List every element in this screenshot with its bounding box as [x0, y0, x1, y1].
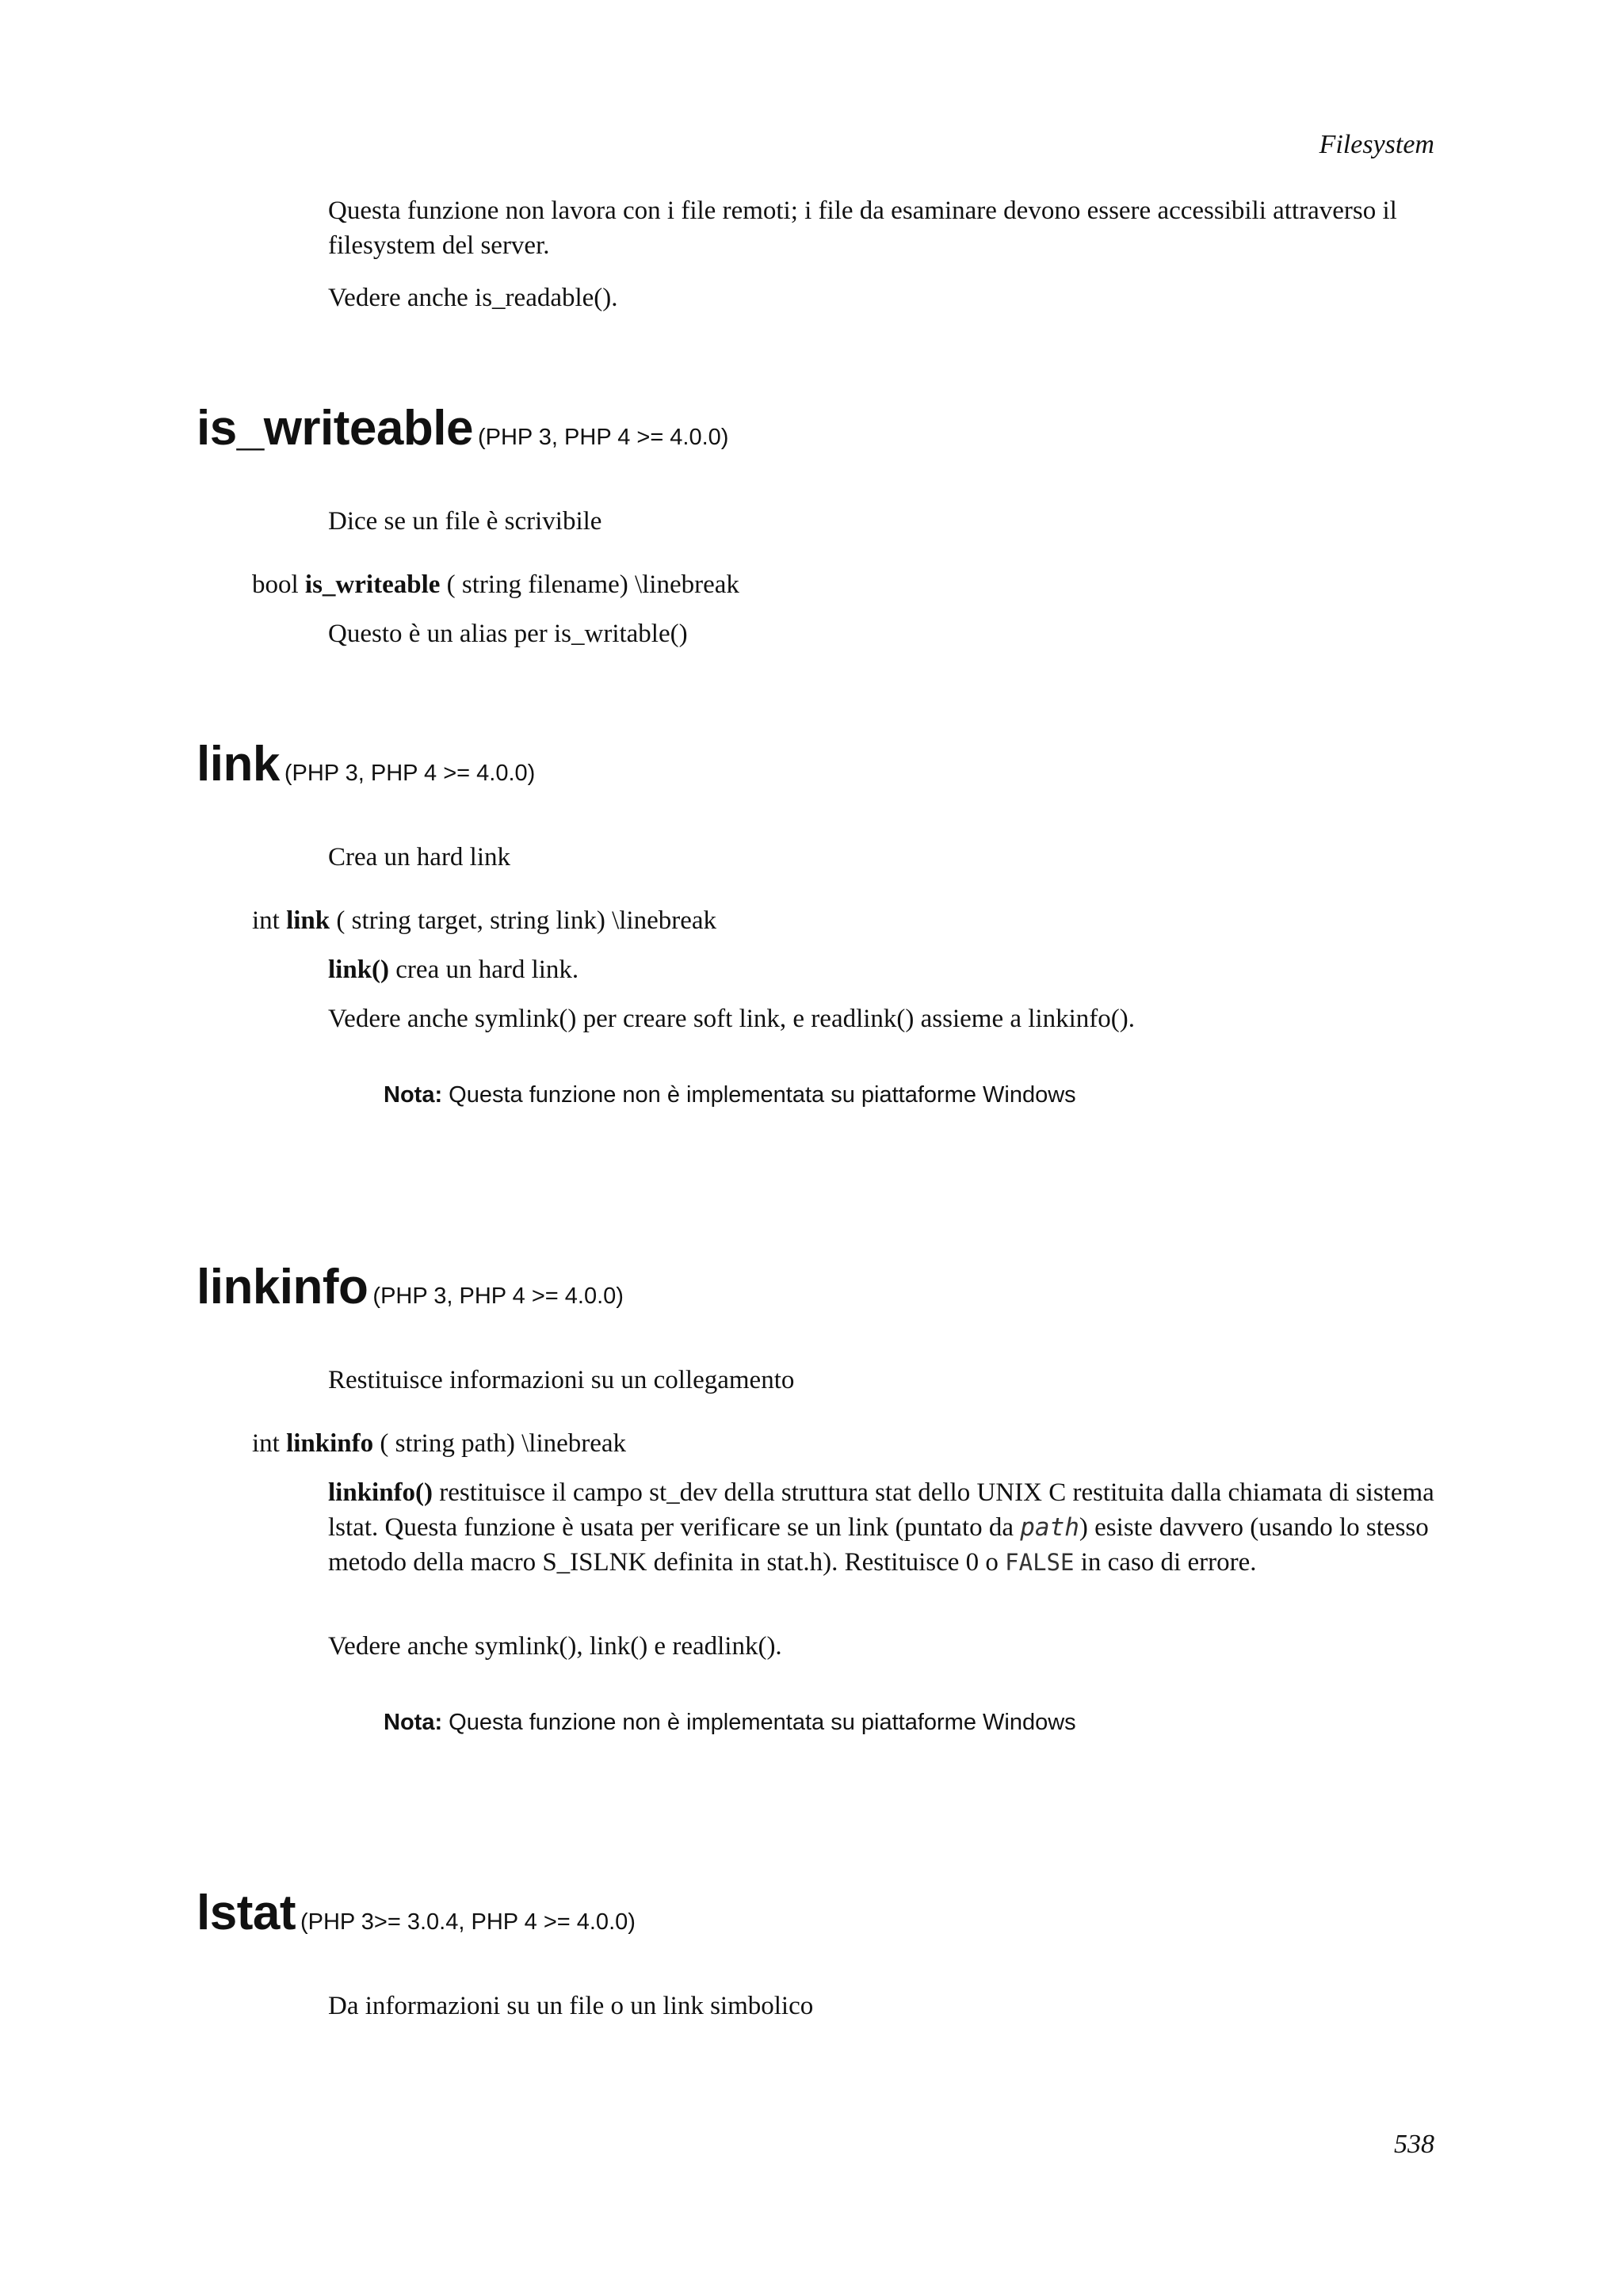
purpose-link: Crea un hard link: [328, 843, 511, 871]
function-name: link: [197, 737, 280, 791]
synopsis-linkinfo: [252, 1426, 1441, 1461]
heading-link: [197, 737, 535, 801]
return-type: int: [252, 906, 280, 935]
synopsis-name: link: [286, 906, 330, 935]
parameter-path: path: [1020, 1513, 1079, 1542]
note-label: Nota:: [384, 1710, 443, 1735]
function-name: is_writeable: [197, 401, 473, 456]
heading-is-writeable: [197, 401, 728, 465]
synopsis-args: ( string filename) \linebreak: [446, 570, 739, 599]
description-linkinfo: [328, 1475, 1438, 1580]
see-also-linkinfo: Vedere anche symlink(), link() e readlink().: [328, 1632, 782, 1661]
description-function-name: linkinfo(): [328, 1478, 433, 1507]
description-text: restituisce il campo st_dev della struttura stat dello UNIX C restituita dalla chiamata di sistema lstat. Questa funzione è usata per verificare se un link (puntato da: [328, 1478, 1434, 1542]
note-text: Questa funzione non è implementata su piattaforme Windows: [449, 1082, 1076, 1108]
description-text: ) esiste davvero (usando lo stesso metodo della macro S_ISLNK definita in stat.h). Restituisce 0 o: [328, 1513, 1429, 1577]
function-name: linkinfo: [197, 1260, 369, 1314]
description-is-writeable: Questo è un alias per is_writable(): [328, 620, 688, 648]
intro-see-also: Vedere anche is_readable().: [328, 284, 618, 312]
function-name: lstat: [197, 1886, 296, 1940]
description-link: [328, 952, 1438, 987]
intro-paragraph: Questa funzione non lavora con i file remoti; i file da esaminare devono essere accessibili attraverso il filesystem del server.: [328, 196, 1397, 260]
purpose-lstat: Da informazioni su un file o un link simbolico: [328, 1992, 814, 2020]
return-type: int: [252, 1429, 280, 1458]
synopsis-name: is_writeable: [304, 570, 441, 599]
note-text: Questa funzione non è implementata su piattaforme Windows: [449, 1710, 1076, 1735]
synopsis-is-writeable: [252, 567, 1441, 602]
note-link: [384, 1079, 1414, 1111]
note-label: Nota:: [384, 1082, 443, 1108]
description-function-name: link(): [328, 955, 390, 984]
see-also-link: Vedere anche symlink() per creare soft link, e readlink() assieme a linkinfo().: [328, 1005, 1135, 1033]
synopsis-name: linkinfo: [286, 1429, 374, 1458]
return-type: bool: [252, 570, 299, 599]
description-text: crea un hard link.: [395, 955, 579, 984]
running-header: Filesystem: [1319, 130, 1434, 159]
note-linkinfo: [384, 1707, 1414, 1738]
page-number: 538: [1394, 2130, 1434, 2159]
purpose-is-writeable: Dice se un file è scrivibile: [328, 507, 602, 536]
synopsis-args: ( string path) \linebreak: [380, 1429, 627, 1458]
heading-lstat: [197, 1886, 636, 1950]
description-text: in caso di errore.: [1080, 1548, 1257, 1577]
function-version: (PHP 3, PHP 4 >= 4.0.0): [372, 1283, 624, 1309]
function-version: (PHP 3, PHP 4 >= 4.0.0): [284, 761, 536, 786]
constant-false: FALSE: [1005, 1549, 1075, 1576]
synopsis-args: ( string target, string link) \linebreak: [336, 906, 717, 935]
purpose-linkinfo: Restituisce informazioni su un collegamento: [328, 1366, 795, 1394]
function-version: (PHP 3>= 3.0.4, PHP 4 >= 4.0.0): [300, 1909, 636, 1935]
heading-linkinfo: [197, 1260, 624, 1324]
function-version: (PHP 3, PHP 4 >= 4.0.0): [477, 425, 729, 450]
synopsis-link: [252, 903, 1441, 938]
